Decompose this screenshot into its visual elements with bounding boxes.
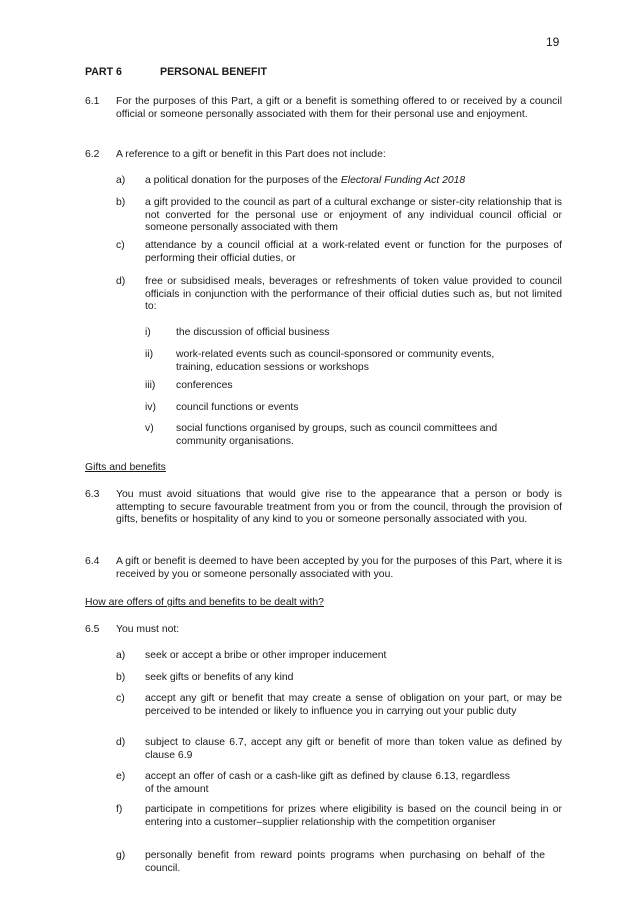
list-item-text: a gift provided to the council as part of a cultural exchange or sister-city relationship that is not converted for the personal use or enjoyment of any individual council official or someone personally associated with them: [145, 197, 562, 234]
part-label: PART 6: [85, 66, 122, 78]
list-item-text: participate in competitions for prizes where eligibility is based on the council being in or entering into a customer–supplier relationship with the competition organiser: [145, 804, 562, 828]
sublist-item-label: iv): [145, 402, 156, 413]
clause-text: For the purposes of this Part, a gift or a benefit is something offered to or received by a council official or someone personally associated with them for their personal use and enjoyment.: [116, 96, 562, 120]
list-item-label: e): [116, 771, 126, 782]
sublist-item-text: the discussion of official business: [176, 327, 330, 338]
list-item-label: g): [116, 850, 126, 861]
list-item-label: d): [116, 276, 126, 287]
list-item-text: personally benefit from reward points programs when purchasing on behalf of the council.: [145, 850, 545, 874]
clause-number: 6.2: [85, 149, 100, 160]
list-item-text: subject to clause 6.7, accept any gift or benefit of more than token value as defined by clause 6.9: [145, 737, 562, 761]
section-heading: Gifts and benefits: [85, 462, 166, 473]
clause-number: 6.3: [85, 489, 100, 500]
clause-text: A gift or benefit is deemed to have been accepted by you for the purposes of this Part, where it is received by you or someone personally associated with you.: [116, 556, 562, 580]
section-heading: How are offers of gifts and benefits to be dealt with?: [85, 597, 324, 608]
list-item-text: accept an offer of cash or a cash-like gift as defined by clause 6.13, regardless of the amount: [145, 771, 510, 795]
list-item-label: d): [116, 737, 126, 748]
list-item-label: b): [116, 672, 126, 683]
clause-text: You must not:: [116, 624, 180, 635]
list-item-label: f): [116, 804, 123, 815]
list-item-label: a): [116, 175, 126, 186]
list-item-text: attendance by a council official at a work-related event or function for the purposes of performing their official duties, or: [145, 240, 562, 264]
sublist-item-label: i): [145, 327, 151, 338]
part-title: PERSONAL BENEFIT: [160, 66, 267, 78]
list-item-label: b): [116, 197, 126, 208]
list-item-text: a political donation for the purposes of the Electoral Funding Act 2018: [145, 175, 466, 186]
sublist-item-label: v): [145, 423, 154, 434]
clause-number: 6.5: [85, 624, 100, 635]
clause-text: You must avoid situations that would give rise to the appearance that a person or body is attempting to secure favourable treatment from you or from the council, through the provision of gifts, benefits or hospitality of any kind to you or someone personally associated with you.: [116, 489, 562, 526]
clause-number: 6.4: [85, 556, 100, 567]
list-item-text: accept any gift or benefit that may create a sense of obligation on your part, or may be perceived to be intended or likely to influence you in carrying out your public duty: [145, 693, 562, 717]
page-number: 19: [546, 35, 560, 49]
list-item-text: free or subsidised meals, beverages or refreshments of token value provided to council officials in conjunction with the performance of their official duties such as, but not limited to:: [145, 276, 562, 313]
list-item-text: seek or accept a bribe or other improper inducement: [145, 650, 387, 661]
sublist-item-text: council functions or events: [176, 402, 299, 413]
sublist-item-label: iii): [145, 380, 156, 391]
sublist-item-text: conferences: [176, 380, 233, 391]
list-item-label: c): [116, 693, 125, 704]
list-item-label: c): [116, 240, 125, 251]
sublist-item-text: work-related events such as council-sponsored or community events, training, education sessions or workshops: [176, 349, 495, 373]
list-item-label: a): [116, 650, 126, 661]
clause-number: 6.1: [85, 96, 100, 107]
clause-text: A reference to a gift or benefit in this Part does not include:: [116, 149, 386, 160]
sublist-item-text: social functions organised by groups, such as council committees and community organisations.: [176, 423, 498, 447]
sublist-item-label: ii): [145, 349, 154, 360]
list-item-text: seek gifts or benefits of any kind: [145, 672, 294, 683]
